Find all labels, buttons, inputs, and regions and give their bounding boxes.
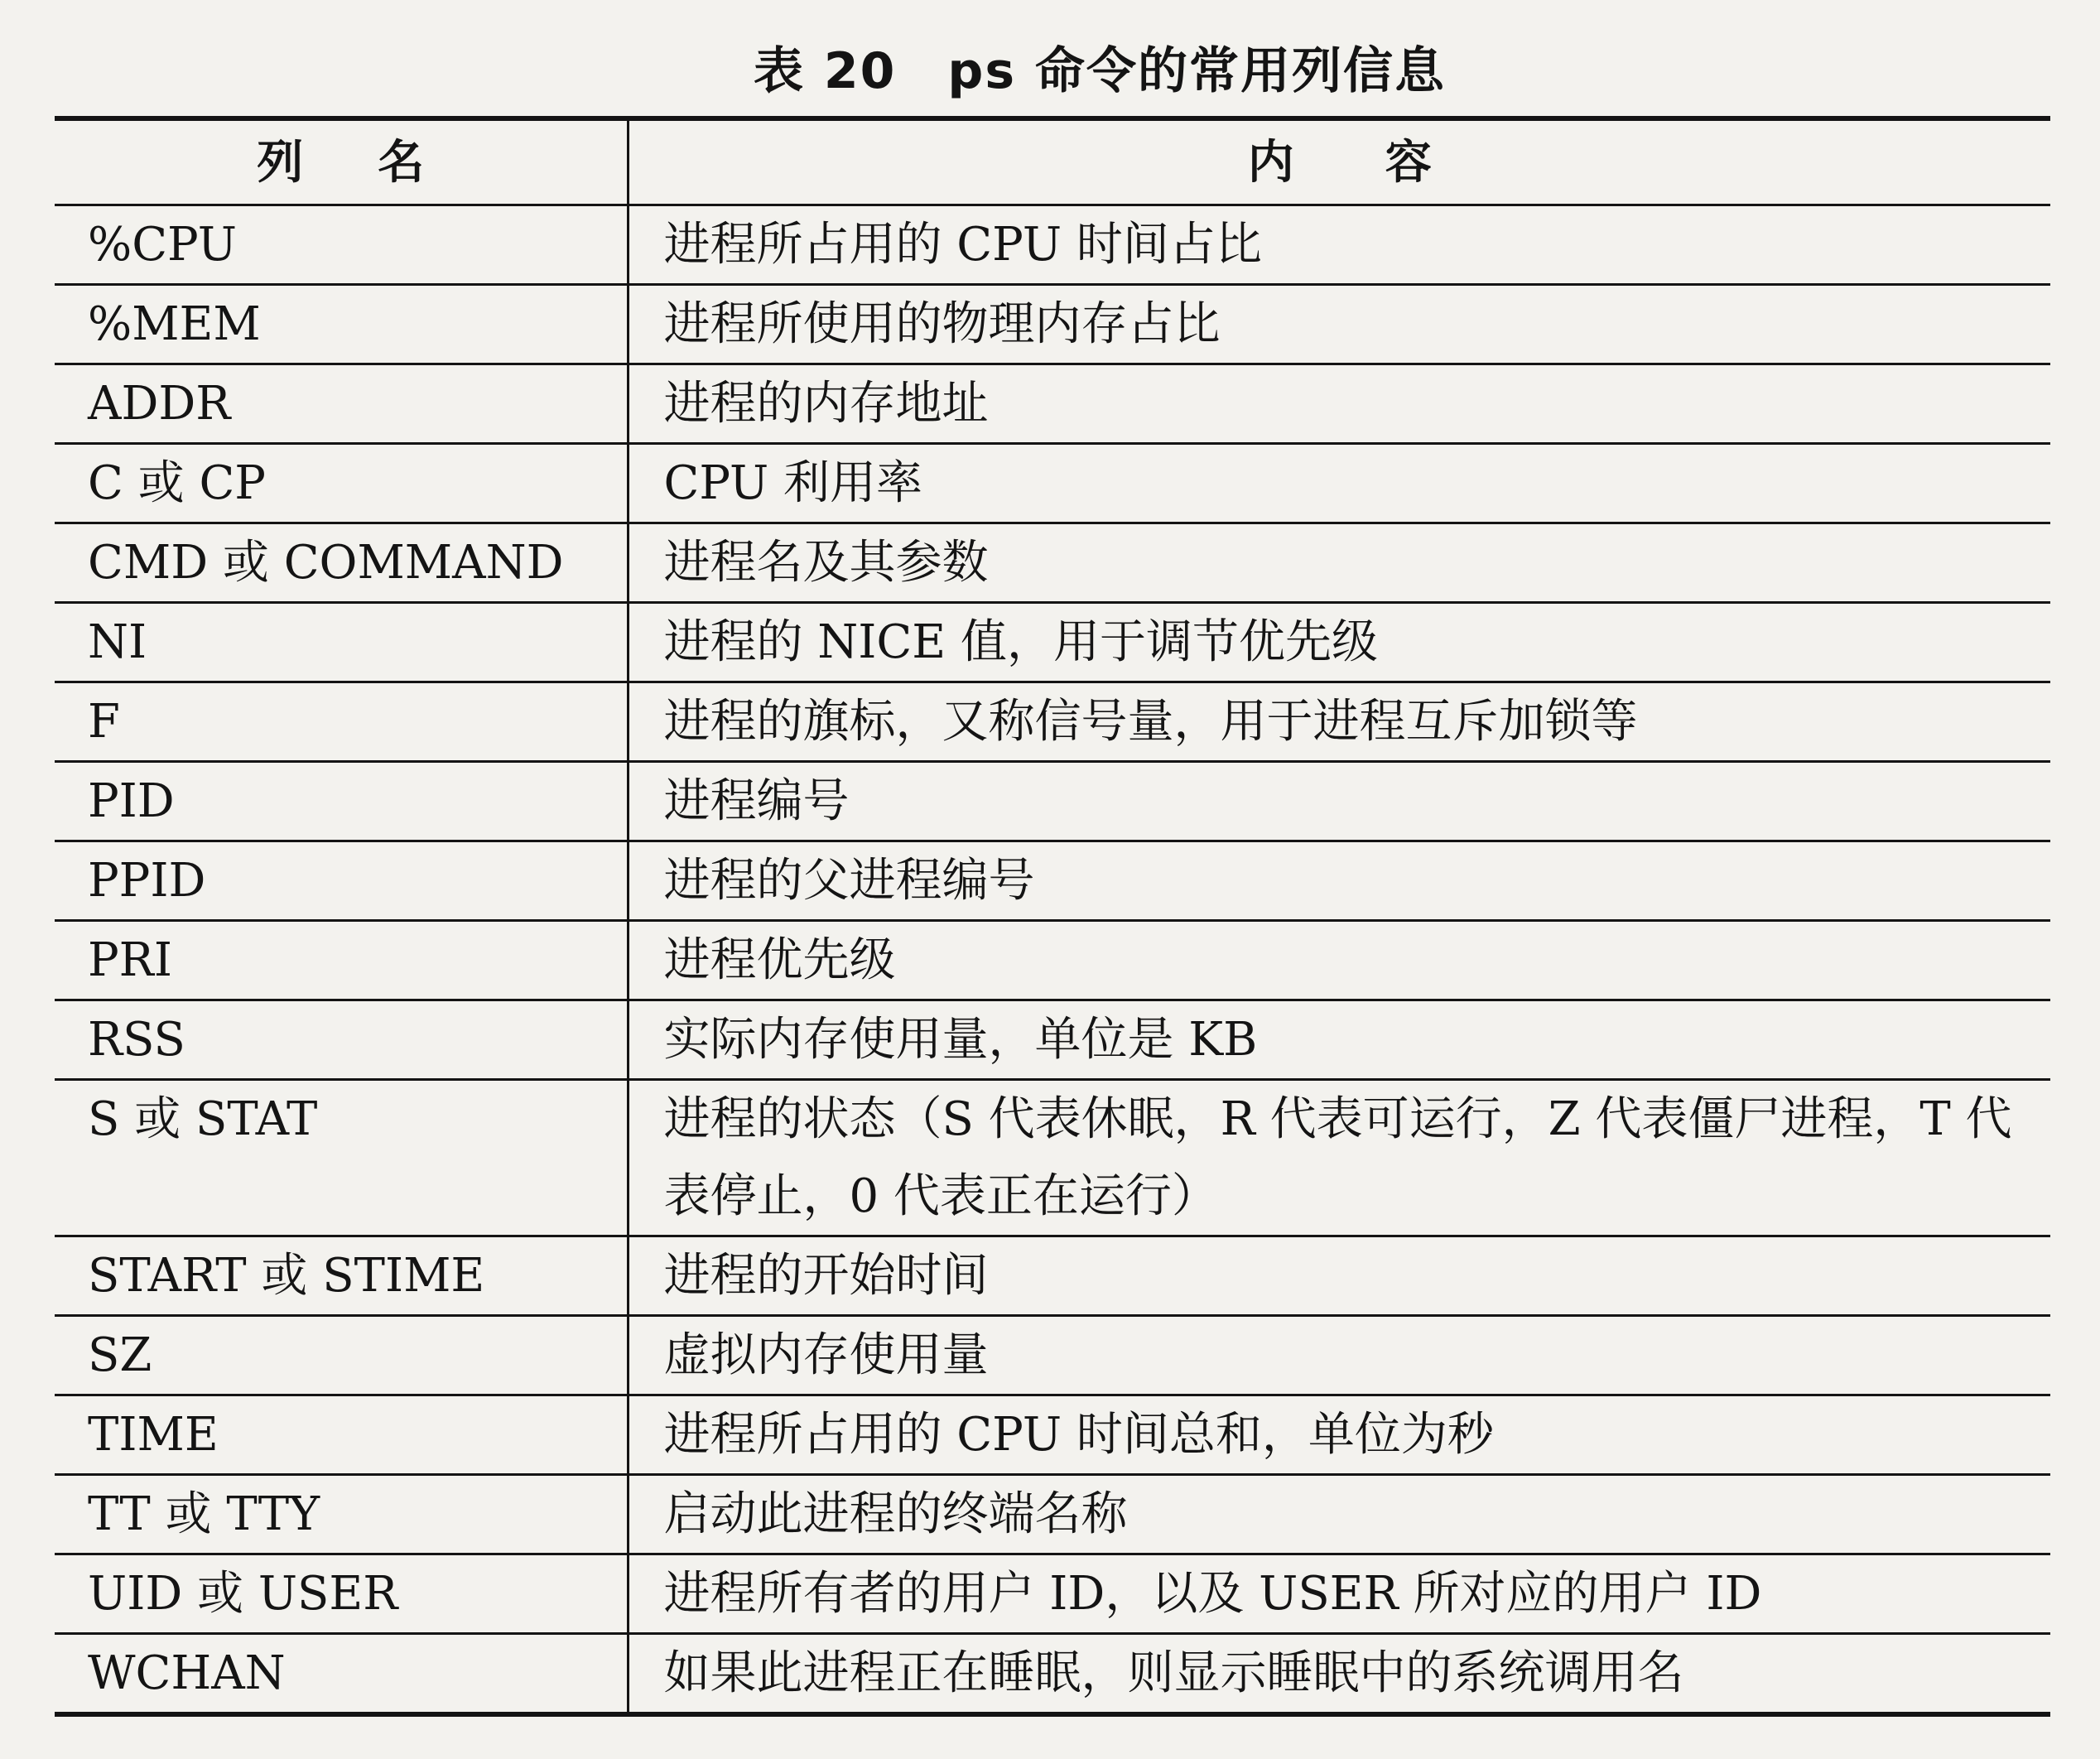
column-name-cell: TT 或 TTY [55,1475,628,1554]
column-name-cell: START 或 STIME [55,1236,628,1316]
column-name-cell: PPID [55,841,628,921]
table-row [55,1475,2050,1554]
column-name-cell: SZ [55,1316,628,1395]
column-name-cell: CMD 或 COMMAND [55,523,628,603]
table-row [55,682,2050,762]
table-row [55,205,2050,285]
column-desc-cell: 虚拟内存使用量 [628,1316,2050,1395]
column-desc-cell: 启动此进程的终端名称 [628,1475,2050,1554]
table-row [55,1080,2050,1236]
column-desc-cell: 进程的 NICE 值，用于调节优先级 [628,603,2050,682]
column-name-cell: F [55,682,628,762]
table-row [55,1236,2050,1316]
column-name-cell: RSS [55,1000,628,1080]
table-caption: 表 20 ps 命令的常用列信息 [754,42,1446,100]
column-desc-cell: 进程的父进程编号 [628,841,2050,921]
table-row [55,444,2050,523]
header-column-content: 内容 [628,118,2050,205]
column-name-cell: C 或 CP [55,444,628,523]
table-row [55,523,2050,603]
column-name-cell: TIME [55,1395,628,1475]
column-desc-cell: 进程所使用的物理内存占比 [628,285,2050,364]
column-name-cell: PID [55,762,628,841]
column-desc-cell: 实际内存使用量，单位是 KB [628,1000,2050,1080]
column-desc-cell: 进程所占用的 CPU 时间总和，单位为秒 [628,1395,2050,1475]
column-name-cell: WCHAN [55,1634,628,1715]
table-row [55,921,2050,1000]
table-row [55,841,2050,921]
column-desc-cell: 进程名及其参数 [628,523,2050,603]
table-row [55,1395,2050,1475]
column-desc-cell: 进程的开始时间 [628,1236,2050,1316]
column-desc-cell: 进程的内存地址 [628,364,2050,444]
column-desc-cell: 进程的旗标，又称信号量，用于进程互斥加锁等 [628,682,2050,762]
column-name-cell: NI [55,603,628,682]
column-name-cell: %MEM [55,285,628,364]
table-row [55,1634,2050,1715]
table-row [55,762,2050,841]
header-column-name: 列名 [55,118,628,205]
column-name-cell: ADDR [55,364,628,444]
table-row [55,1000,2050,1080]
table-row [55,285,2050,364]
ps-columns-table [55,116,2050,1717]
table-header-row [55,118,2050,205]
column-name-cell: PRI [55,921,628,1000]
table-row [55,1316,2050,1395]
column-desc-cell: 进程的状态（S 代表休眠，R 代表可运行，Z 代表僵尸进程，T 代表停止，0 代表正在运行） [628,1080,2050,1236]
table-row [55,1554,2050,1634]
table-row [55,603,2050,682]
column-name-cell: %CPU [55,205,628,285]
column-name-cell: UID 或 USER [55,1554,628,1634]
table-row [55,364,2050,444]
column-desc-cell: 进程所有者的用户 ID，以及 USER 所对应的用户 ID [628,1554,2050,1634]
column-desc-cell: CPU 利用率 [628,444,2050,523]
column-desc-cell: 进程优先级 [628,921,2050,1000]
column-desc-cell: 进程编号 [628,762,2050,841]
column-desc-cell: 如果此进程正在睡眠，则显示睡眠中的系统调用名 [663,1646,1684,1700]
column-name-cell: S 或 STAT [55,1080,628,1236]
column-desc-cell: 进程所占用的 CPU 时间占比 [628,205,2050,285]
